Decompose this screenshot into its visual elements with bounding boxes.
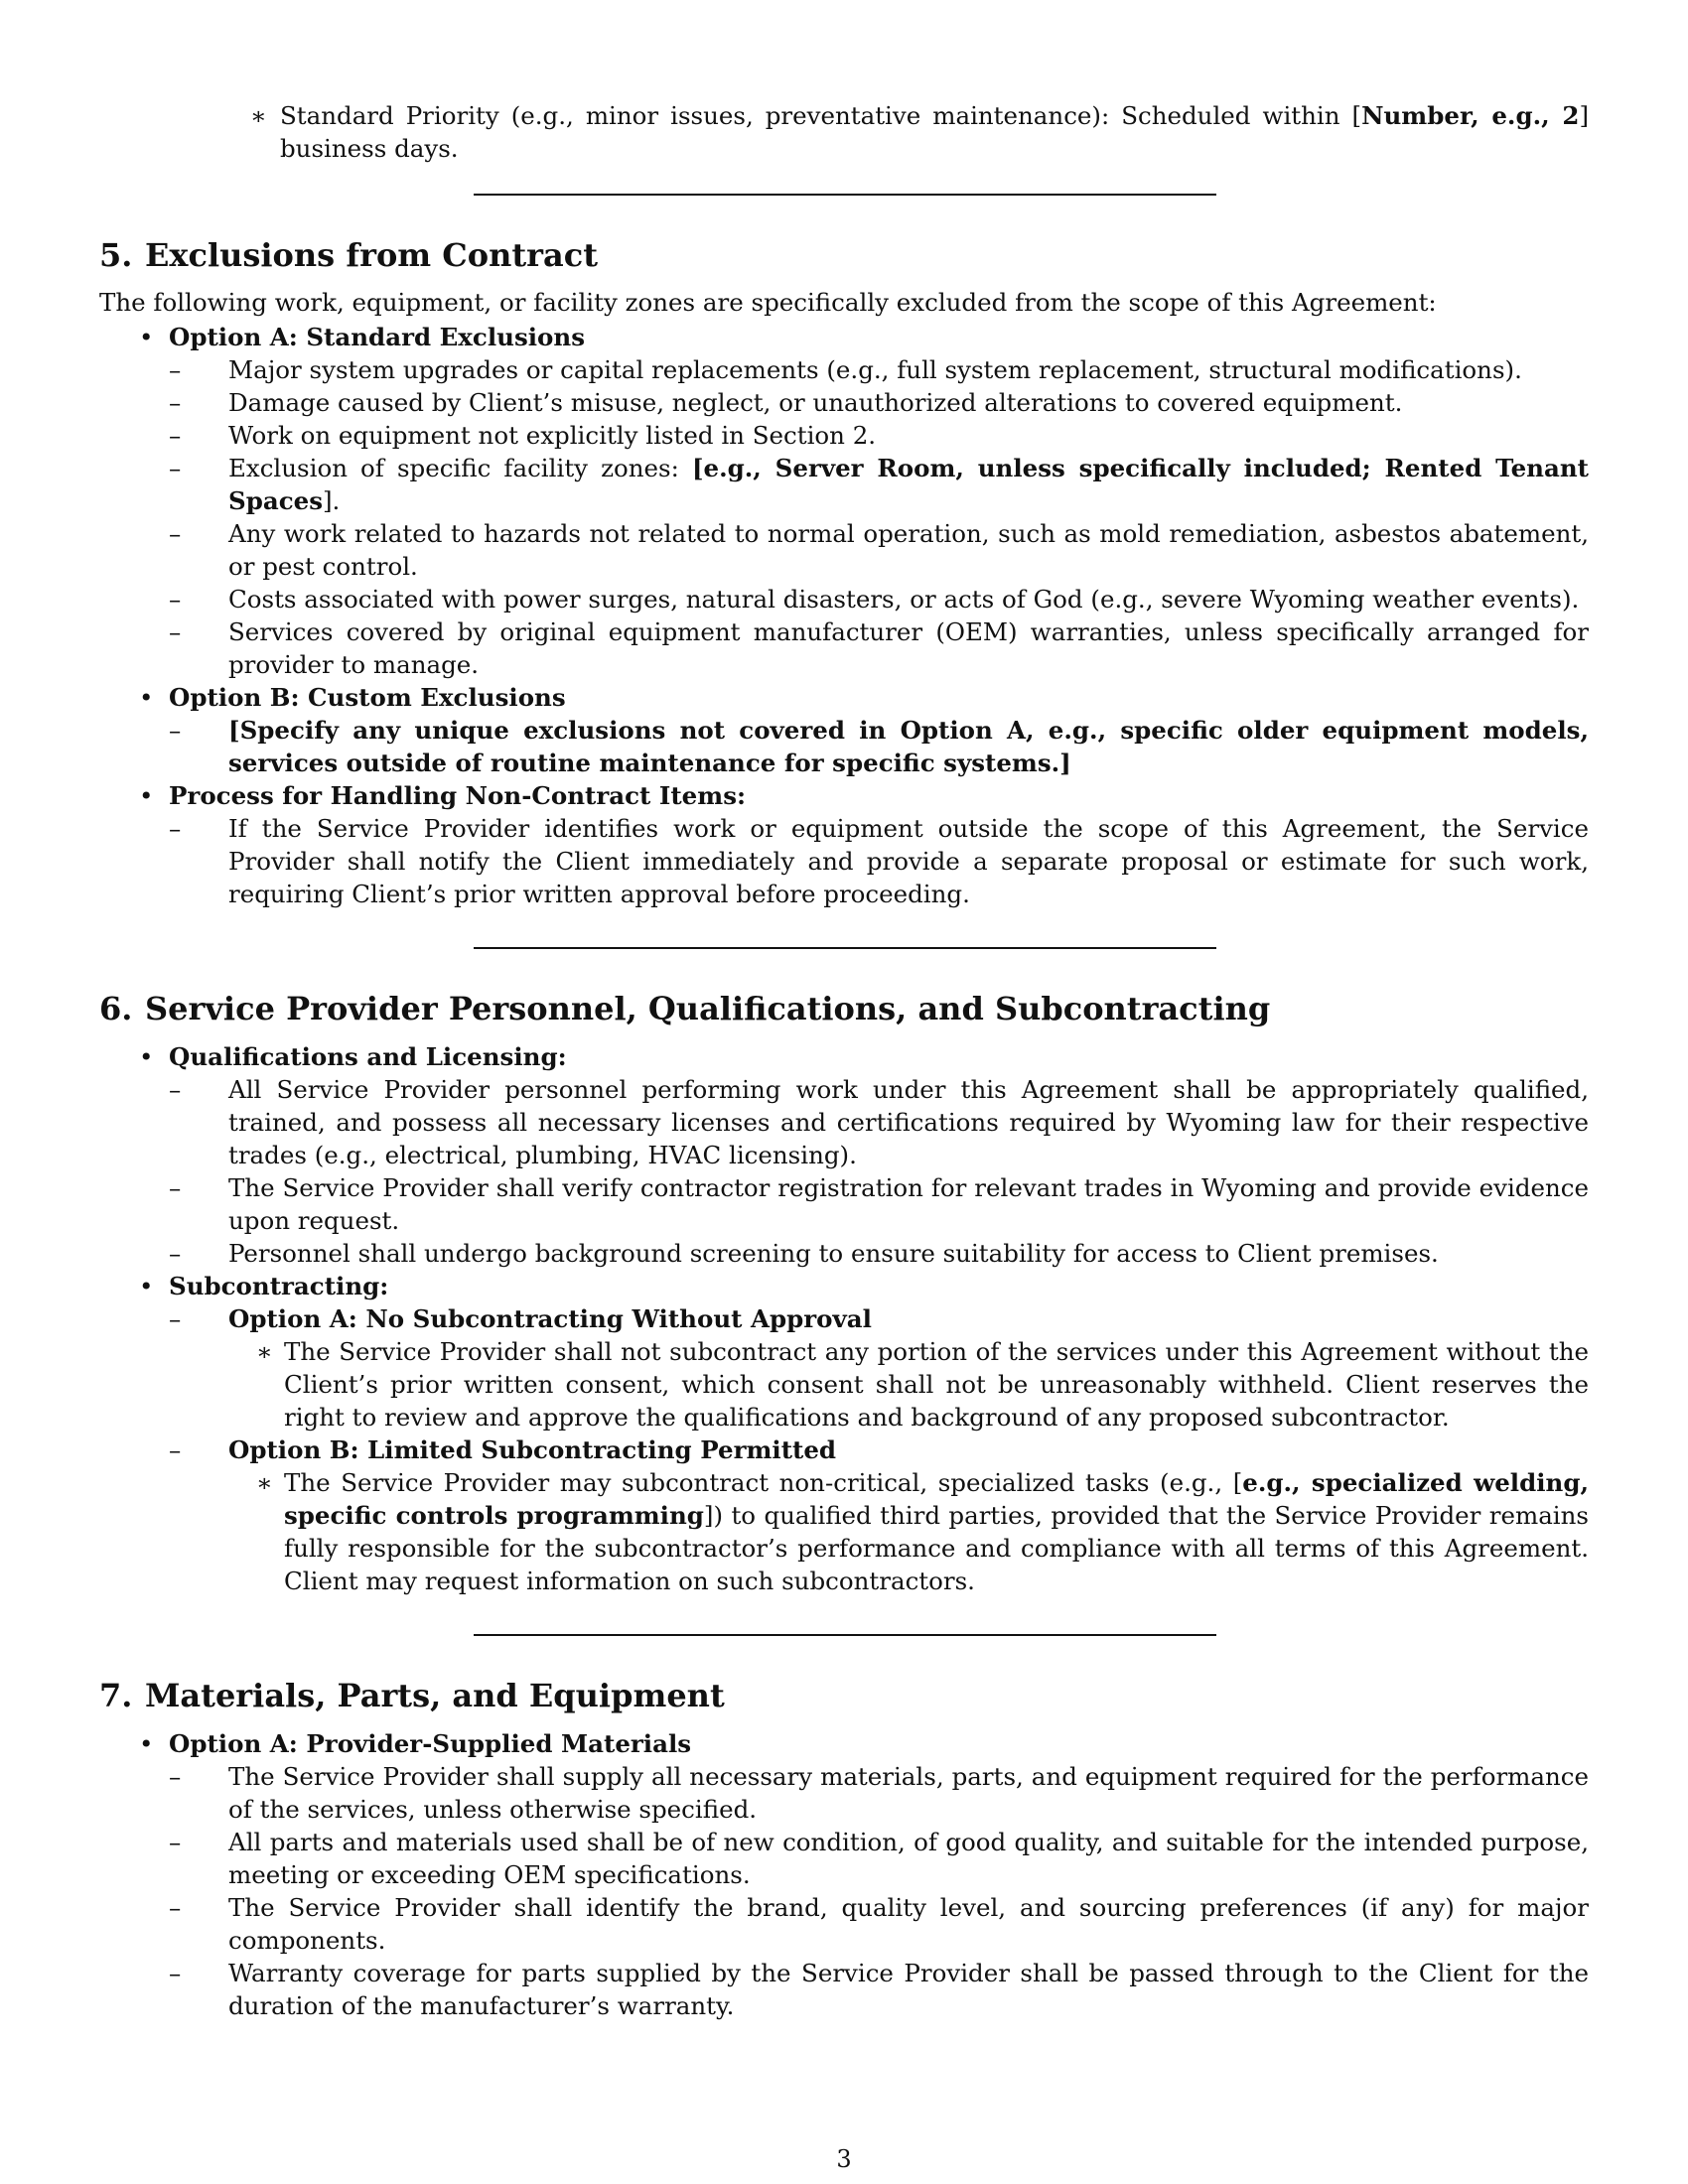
dash-marker: – xyxy=(169,355,182,384)
list-item: – The Service Provider shall verify contractor registration for relevant trades in Wyoming and provide evidence upon request. xyxy=(169,1173,1589,1235)
bullet-marker: • xyxy=(139,323,154,351)
list-item: • Option B: Custom Exclusions – [Specify any unique exclusions not covered in Option A, e.g., specific older equipment models, services outside of routine maintenance for specific systems.] xyxy=(139,683,1589,777)
section-heading-5: 5. Exclusions from Contract xyxy=(99,236,598,274)
section-divider xyxy=(474,1634,1216,1636)
list-item: – All Service Provider personnel performing work under this Agreement shall be appropriately qualified, trained, and possess all necessary licenses and certifications required by Wyoming law for their respective trades (e.g., electrical, plumbing, HVAC licensing). xyxy=(169,1075,1589,1169)
dash-marker: – xyxy=(169,585,182,614)
list-item: – Exclusion of specific facility zones: [e.g., Server Room, unless specifically included; Rented Tenant Spaces]. xyxy=(169,454,1589,515)
section-heading-7: 7. Materials, Parts, and Equipment xyxy=(99,1677,725,1714)
sub-list xyxy=(169,812,1589,910)
star-marker: ∗ xyxy=(256,1468,273,1497)
continued-list xyxy=(99,99,1589,165)
materials-list xyxy=(99,1727,1589,2022)
sub-sub-list xyxy=(228,1335,1589,1433)
sub-list xyxy=(169,714,1589,779)
list-item: – All parts and materials used shall be of new condition, of good quality, and suitable for the intended purpose, meeting or exceeding OEM specifications. xyxy=(169,1828,1589,1889)
sub-sub-list xyxy=(228,1466,1589,1597)
list-item: • Option A: Provider-Supplied Materials – The Service Provider shall supply all necessary materials, parts, and equipment required for the performance of the services, unless otherwise specified. – All parts and materials used shall be of new condition, of good quality, and suitable for the intended purpose, meeting or exceeding OEM specifications. – The Service Provider shall identify the brand, quality level, and sourcing preferences (if any) for major components. – Warranty coverage for parts supplied by the Service Provider shall be passed through to the Client for the duration of the manufacturer’s warranty. xyxy=(139,1729,1589,2020)
page-number: 3 xyxy=(836,2145,852,2173)
dash-marker: – xyxy=(169,716,182,745)
list-item: – Warranty coverage for parts supplied by the Service Provider shall be passed through to the Client for the duration of the manufacturer’s warranty. xyxy=(169,1959,1589,2020)
list-item: – Option A: No Subcontracting Without Approval ∗ The Service Provider shall not subcontract any portion of the services under this Agreement without the Client’s prior written consent, which consent shall not be unreasonably withheld. Client reserves the right to review and approve the qualifications and background of any proposed subcontractor. xyxy=(169,1304,1589,1432)
sub-list xyxy=(169,1073,1589,1270)
list-item: • Subcontracting: – Option A: No Subcontracting Without Approval ∗ The Service Provider shall not subcontract any portion of the services under this Agreement without the Client’s prior written consent, which consent shall not be unreasonably withheld. Client reserves the right to review and approve the qualifications and background of any proposed subcontractor. – Option B: Limited Subcontracting Permitted ∗ The Service Provider may subcontract non-critical, specialized tasks (e.g., [e.g., specialized welding, specific controls programming]) to qualified third parties, provided that the Service Provider remains fully responsible for the subcontractor’s performance and compliance with all terms of this Agreement. Client may request information on such subcontractors. xyxy=(139,1272,1589,1595)
dash-marker: – xyxy=(169,1304,182,1333)
section-intro: The following work, equipment, or facility zones are specifically excluded from the scope of this Agreement: xyxy=(99,288,1437,317)
list-item: ∗ The Service Provider shall not subcontract any portion of the services under this Agreement without the Client’s prior written consent, which consent shall not be unreasonably withheld. Client reserves the right to review and approve the qualifications and background of any proposed subcontractor. xyxy=(256,1337,1589,1432)
exclusions-list xyxy=(99,321,1589,910)
list-item: – Services covered by original equipment manufacturer (OEM) warranties, unless specifically arranged for provider to manage. xyxy=(169,617,1589,679)
bullet-marker: • xyxy=(139,683,154,712)
dash-marker: – xyxy=(169,1893,182,1922)
dash-marker: – xyxy=(169,814,182,843)
list-item: – Any work related to hazards not related to normal operation, such as mold remediation, asbestos abatement, or pest control. xyxy=(169,519,1589,581)
dash-marker: – xyxy=(169,454,182,482)
list-item: ∗ The Service Provider may subcontract non-critical, specialized tasks (e.g., [e.g., specialized welding, specific controls programming]) to qualified third parties, provided that the Service Provider remains fully responsible for the subcontractor’s performance and compliance with all terms of this Agreement. Client may request information on such subcontractors. xyxy=(256,1468,1589,1595)
list-item: – [Specify any unique exclusions not covered in Option A, e.g., specific older equipment models, services outside of routine maintenance for specific systems.] xyxy=(169,716,1589,777)
star-marker: ∗ xyxy=(256,1337,273,1366)
dash-marker: – xyxy=(169,1173,182,1202)
list-item: ∗ Standard Priority (e.g., minor issues, preventative maintenance): Scheduled within [Number, e.g., 2] business days. xyxy=(250,101,1589,163)
section-heading-6: 6. Service Provider Personnel, Qualifications, and Subcontracting xyxy=(99,990,1271,1027)
dash-marker: – xyxy=(169,388,182,417)
sub-list xyxy=(169,353,1589,681)
document-page xyxy=(99,99,1589,2022)
bullet-marker: • xyxy=(139,1272,154,1300)
list-item: – Option B: Limited Subcontracting Permitted ∗ The Service Provider may subcontract non-critical, specialized tasks (e.g., [e.g., specialized welding, specific controls programming]) to qualified third parties, provided that the Service Provider remains fully responsible for the subcontractor’s performance and compliance with all terms of this Agreement. Client may request information on such subcontractors. xyxy=(169,1435,1589,1595)
sub-list xyxy=(169,1302,1589,1597)
list-item: – Major system upgrades or capital replacements (e.g., full system replacement, structural modifications). xyxy=(169,355,1522,384)
dash-marker: – xyxy=(169,1239,182,1268)
list-item: – The Service Provider shall supply all necessary materials, parts, and equipment required for the performance of the services, unless otherwise specified. xyxy=(169,1762,1589,1824)
bullet-marker: • xyxy=(139,1042,154,1071)
list-item: • Process for Handling Non-Contract Items: – If the Service Provider identifies work or equipment outside the scope of this Agreement, the Service Provider shall notify the Client immediately and provide a separate proposal or estimate for such work, requiring Client’s prior written approval before proceeding. xyxy=(139,781,1589,908)
list-item: • Qualifications and Licensing: – All Service Provider personnel performing work under this Agreement shall be appropriately qualified, trained, and possess all necessary licenses and certifications required by Wyoming law for their respective trades (e.g., electrical, plumbing, HVAC licensing). – The Service Provider shall verify contractor registration for relevant trades in Wyoming and provide evidence upon request. – Personnel shall undergo background screening to ensure suitability for access to Client premises. xyxy=(139,1042,1589,1268)
dash-marker: – xyxy=(169,519,182,548)
list-item: – Costs associated with power surges, natural disasters, or acts of God (e.g., severe Wyoming weather events). xyxy=(169,585,1580,614)
section-divider xyxy=(474,194,1216,196)
dash-marker: – xyxy=(169,1435,182,1464)
bullet-marker: • xyxy=(139,781,154,810)
dash-marker: – xyxy=(169,1959,182,1987)
dash-marker: – xyxy=(169,1075,182,1104)
list-item: • Option A: Standard Exclusions – Major system upgrades or capital replacements (e.g., full system replacement, structural modifications). – Damage caused by Client’s misuse, neglect, or unauthorized alterations to covered equipment. – Work on equipment not explicitly listed in Section 2. – Exclusion of specific facility zones: [e.g., Server Room, unless specifically included; Rented Tenant Spaces]. – Any work related to hazards not related to normal operation, such as mold remediation, asbestos abatement, or pest control. – Costs associated with power surges, natural disasters, or acts of God (e.g., severe Wyoming weather events). – Services covered by original equipment manufacturer (OEM) warranties, unless specifically arranged for provider to manage. xyxy=(139,323,1589,679)
list-item: – Work on equipment not explicitly listed in Section 2. xyxy=(169,421,877,450)
sub-list xyxy=(169,1760,1589,2022)
list-item: – If the Service Provider identifies work or equipment outside the scope of this Agreement, the Service Provider shall notify the Client immediately and provide a separate proposal or estimate for such work, requiring Client’s prior written approval before proceeding. xyxy=(169,814,1589,908)
dash-marker: – xyxy=(169,1828,182,1856)
dash-marker: – xyxy=(169,617,182,646)
bullet-marker: • xyxy=(139,1729,154,1758)
list-item: – Damage caused by Client’s misuse, neglect, or unauthorized alterations to covered equipment. xyxy=(169,388,1403,417)
dash-marker: – xyxy=(169,421,182,450)
list-item: – The Service Provider shall identify the brand, quality level, and sourcing preferences (if any) for major components. xyxy=(169,1893,1589,1955)
star-marker: ∗ xyxy=(250,101,267,130)
personnel-list xyxy=(99,1040,1589,1597)
section-divider xyxy=(474,947,1216,949)
dash-marker: – xyxy=(169,1762,182,1791)
list-item: – Personnel shall undergo background screening to ensure suitability for access to Client premises. xyxy=(169,1239,1439,1268)
